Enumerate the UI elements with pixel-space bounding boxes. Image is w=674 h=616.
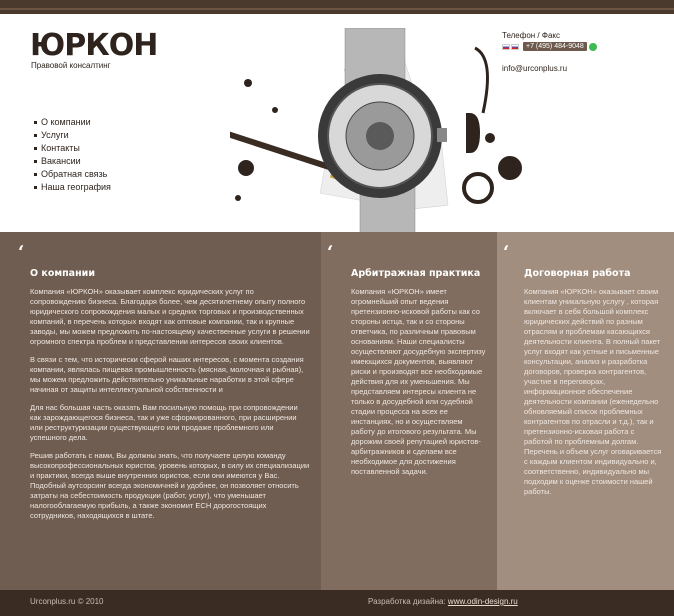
paragraph: Компания «ЮРКОН» оказывает комплекс юридических услуг по сопровождению бизнеса. Благодаря более, чем десятилетнему опыту полного юридического сопровождения малых и средних торговых и производственных компаний, в перечень которых входят как оптовые компании, так и крупные заводы, мы можем предложить по-настоящему качественные услуги в решении огромного спектра проблем и представлении интересов своих клиентов. <box>30 287 310 346</box>
watch-crown <box>437 128 447 142</box>
nav-item-contacts[interactable] <box>34 142 111 155</box>
bullet-icon <box>34 121 37 124</box>
contact-label: Телефон / Факс <box>502 31 560 40</box>
nav-item-geography[interactable] <box>34 181 111 194</box>
nav-item-feedback[interactable] <box>34 168 111 181</box>
phone-cord <box>475 48 488 113</box>
header <box>0 14 674 232</box>
nav-item-services[interactable] <box>34 129 111 142</box>
dot <box>244 79 252 87</box>
nav-label: Обратная связь <box>41 169 108 179</box>
quote-icon: ‘ <box>327 242 334 263</box>
column-text <box>30 287 310 529</box>
top-bar-line <box>0 8 674 10</box>
column-title: О компании <box>30 268 95 279</box>
bullet-icon <box>34 147 37 150</box>
nav-label: О компании <box>41 117 91 127</box>
design-label: Разработка дизайна: <box>368 597 446 606</box>
dot <box>235 195 241 201</box>
bullet-icon <box>34 134 37 137</box>
quote-icon: ‘ <box>18 242 25 263</box>
bullet-icon <box>34 173 37 176</box>
paragraph: Компания «ЮРКОН» оказывает своим клиентам уникальную услугу , которая включает в себя большой комплекс юридических действий по разным отраслям и проблемам касающихся деятельности клиента. В полный пакет услуг входят как устные и письменные консультации, анализ и разработка договоров, проверка контрагентов, участие в переговорах, информационное обеспечение деятельности компании (еженедельно обновляемый список проблемных контрагентов по отрасли и т.д.), так и претензионно-исковая работа с работой по проблемным долгам. Перечень и объем услуг оговаривается с каждым клиентом индивидуально и, соответственно, индивидуально мы подходим к оценке стоимости нашей работы. <box>524 287 662 496</box>
column-about <box>0 232 321 590</box>
nav-label: Наша география <box>41 182 111 192</box>
phone-receiver <box>466 113 480 153</box>
ring <box>464 174 492 202</box>
email-link[interactable]: info@urconplus.ru <box>502 64 568 73</box>
column-title: Договорная работа <box>524 268 631 279</box>
nav-label: Контакты <box>41 143 80 153</box>
paragraph: Решив работать с нами, Вы должны знать, что получаете целую команду высокопрофессиональных юристов, уровень которых, в силу их специализации и практики, всегда выше внутренних юристов, если они имеются у Вас. Подобный аутсорсинг всегда экономичней и удобнее, он позволяет относить затраты на себестоимость продукции (работ, услуг), что уменьшает налогооблагаемую прибыль, а также экономит ЕСН дорогостоящих сотрудников, находящихся в штате. <box>30 451 310 520</box>
contact-block <box>502 31 597 51</box>
main-nav <box>34 116 111 194</box>
paragraph: Для нас большая часть оказать Вам посильную помощь при сопровождении как зарождающегося бизнеса, так и уже сформированного, при расширении или реструктуризации существующего или продаже проблемного или успешного дела. <box>30 403 298 442</box>
copyright: Urconplus.ru © 2010 <box>30 597 104 606</box>
nav-label: Услуги <box>41 130 69 140</box>
phone-row <box>502 42 597 51</box>
column-title: Арбитражная практика <box>351 268 481 279</box>
footer <box>0 590 674 616</box>
hero-watch-illustration <box>230 28 530 246</box>
dot <box>498 156 522 180</box>
watch-center <box>366 122 394 150</box>
logo-subtitle: Правовой консалтинг <box>31 61 111 70</box>
content-area <box>0 232 674 590</box>
logo[interactable]: ЮРКОН <box>30 28 158 63</box>
nav-label: Вакансии <box>41 156 81 166</box>
russia-flag-icon <box>502 44 510 50</box>
column-text <box>524 287 662 505</box>
quote-icon: ‘ <box>503 242 510 263</box>
top-bar <box>0 0 674 14</box>
column-text <box>351 287 487 485</box>
dot <box>238 160 254 176</box>
nav-item-vacancies[interactable] <box>34 155 111 168</box>
nav-item-about[interactable] <box>34 116 111 129</box>
paragraph: Компания «ЮРКОН» имеет огромнейший опыт ведения претензионно-исковой работы как со стороны истца, так и со стороны ответчика, по различным правовым основаниям. Наши специалисты осуществляют досудебную экспертизу имеющихся документов, выявляют риски и производят все необходимые действия для их уменьшения. Мы представляем интересы клиента не только в досудебной или судебной стадии процесса на всех ее инстанциях, но и осуществляем работу до итогового результата. Мы дорожим своей репутацией юристов-арбитражников и сделаем все необходимое для достижения поставленной задачи. <box>351 287 486 476</box>
column-contracts <box>497 232 674 590</box>
design-link[interactable]: www.odin-design.ru <box>447 597 518 606</box>
bullet-icon <box>34 186 37 189</box>
phone-number: +7 (495) 484-9048 <box>523 42 587 51</box>
paragraph: В связи с тем, что исторически сферой наших интересов, с момента создания компании, являлась пищевая промышленность (мясная, молочная и рыбная), мы можем предложить действительно уникальные наработки в этой сфере начиная от защиты интеллектуальной собственности и <box>30 355 304 394</box>
column-arbitration <box>321 232 497 590</box>
russia-flag-icon <box>511 44 519 50</box>
design-credit <box>368 597 518 606</box>
messenger-icon <box>589 43 597 51</box>
bullet-icon <box>34 160 37 163</box>
dot <box>272 107 278 113</box>
dot <box>485 133 495 143</box>
